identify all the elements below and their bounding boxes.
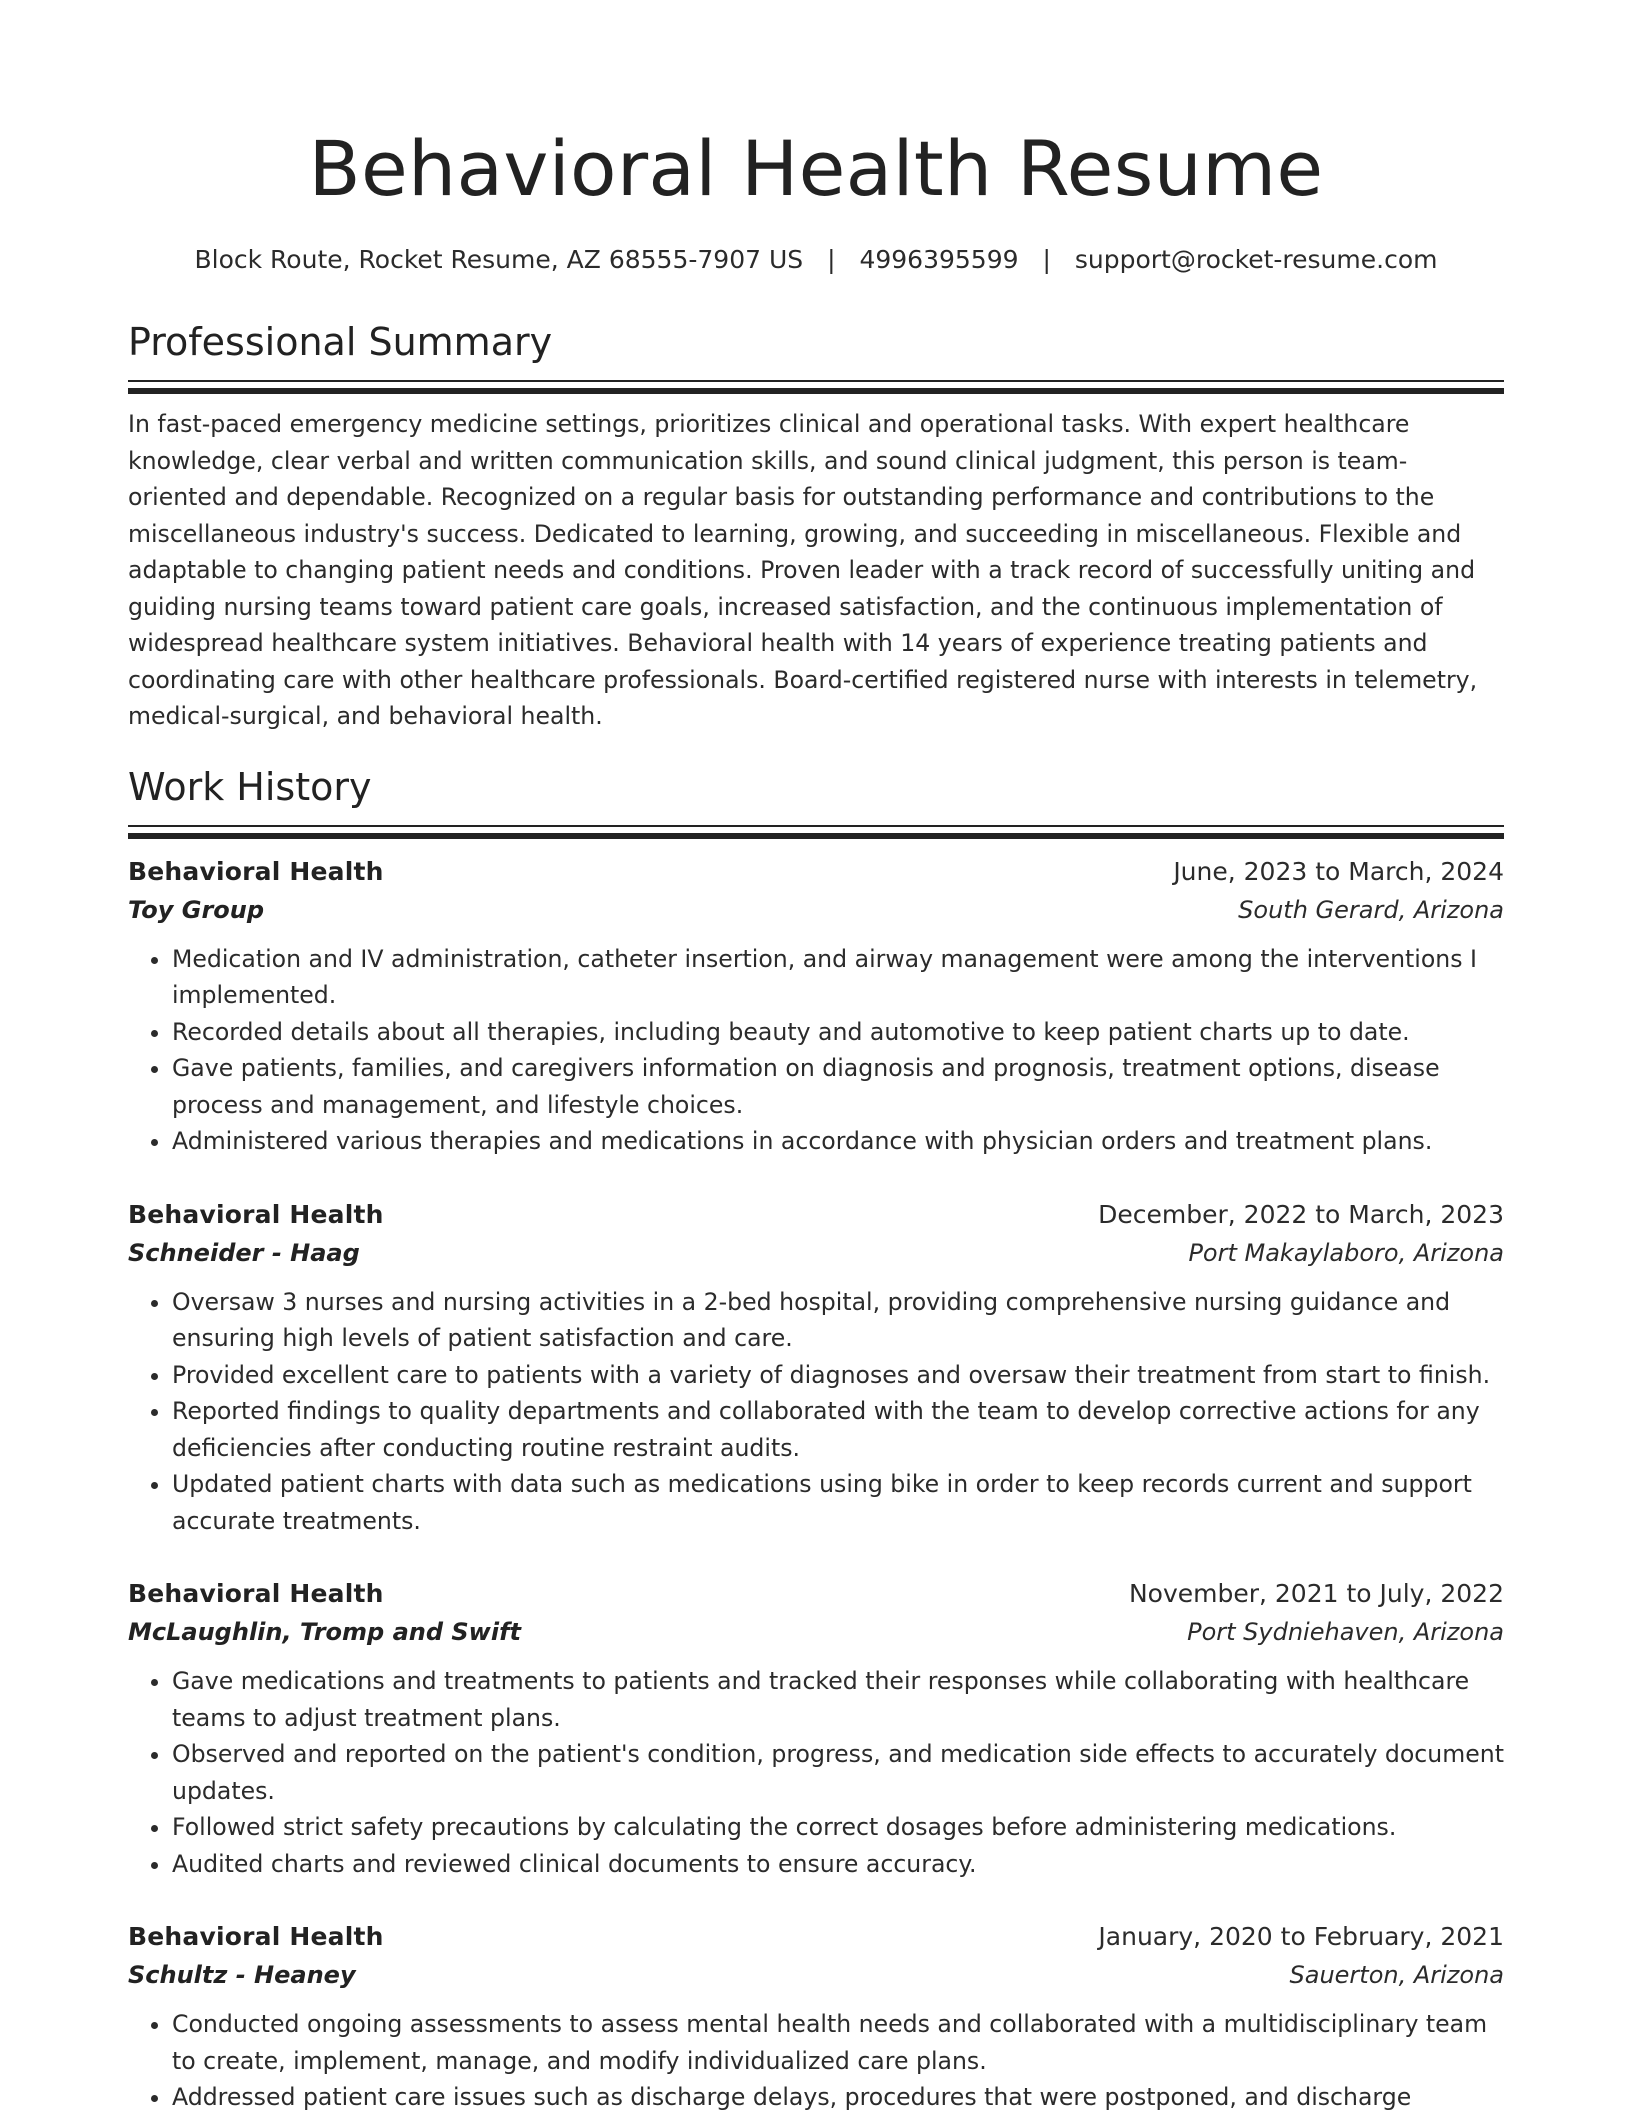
job-bullets — [128, 1284, 1504, 1540]
section-divider — [128, 380, 1504, 392]
job-bullet: • Gave patients, families, and caregivers information on diagnosis and prognosis, treatment options, disease process and management, and lifestyle choices. — [172, 1050, 1504, 1123]
job-bullet: • Administered various therapies and medications in accordance with physician orders and treatment plans. — [172, 1123, 1504, 1160]
contact-separator: | — [1042, 245, 1051, 274]
job-bullet: • Oversaw 3 nurses and nursing activities in a 2-bed hospital, providing comprehensive nursing guidance and ensuring high levels of patient satisfaction and care. — [172, 1284, 1504, 1357]
job-bullet: • Followed strict safety precautions by calculating the correct dosages before administering medications. — [172, 1809, 1504, 1846]
job-subheader — [128, 1956, 1504, 1994]
job-company: Schneider - Haag — [128, 1238, 360, 1267]
job-bullet: • Medication and IV administration, catheter insertion, and airway management were among the interventions I implemented. — [172, 941, 1504, 1014]
job-bullets — [128, 941, 1504, 1160]
job-location: Port Sydniehaven, Arizona — [1187, 1618, 1504, 1646]
job-dates: November, 2021 to July, 2022 — [1128, 1579, 1504, 1608]
job-title: Behavioral Health — [128, 1922, 384, 1951]
resume-content — [128, 118, 1504, 2112]
job-subheader — [128, 1234, 1504, 1272]
job-header — [128, 1575, 1504, 1613]
job-location: Port Makaylaboro, Arizona — [1188, 1238, 1504, 1267]
section-title-work-history: Work History — [128, 764, 372, 809]
job-header — [128, 853, 1504, 891]
job-bullets — [128, 1663, 1504, 1882]
summary-text: In fast-paced emergency medicine settings, prioritizes clinical and operational tasks. With expert healthcare knowledge, clear verbal and written communication skills, and sound clinical judgment, this person is team-oriented and dependable. Recognized on a regular basis for outstanding performance and contributions to the miscellaneous industry's success. Dedicated to learning, growing, and succeeding in miscellaneous. Flexible and adaptable to changing patient needs and conditions. Proven leader with a track record of successfully uniting and guiding nursing teams toward patient care goals, increased satisfaction, and the continuous implementation of widespread healthcare system initiatives. Behavioral health with 14 years of experience treating patients and coordinating care with other healthcare professionals. Board-certified registered nurse with interests in telemetry, medical-surgical, and behavioral health. — [128, 410, 1478, 730]
job-location: South Gerard, Arizona — [1238, 895, 1504, 924]
job-header — [128, 1196, 1504, 1234]
job-title: Behavioral Health — [128, 856, 384, 886]
professional-summary-section — [128, 316, 1504, 735]
job-dates: January, 2020 to February, 2021 — [1098, 1922, 1504, 1951]
job-entry — [128, 1196, 1504, 1540]
job-bullet: • Addressed patient care issues such as discharge delays, procedures that were postponed, and discharge — [172, 2079, 1504, 2112]
job-bullet: • Reported findings to quality departments and collaborated with the team to develop corrective actions for any deficiencies after conducting routine restraint audits. — [172, 1393, 1504, 1466]
contact-separator: | — [827, 245, 836, 274]
job-location: Sauerton, Arizona — [1289, 1961, 1504, 1989]
job-bullet: • Recorded details about all therapies, including beauty and automotive to keep patient charts up to date. — [172, 1014, 1504, 1051]
job-bullet: • Gave medications and treatments to patients and tracked their responses while collaborating with healthcare teams to adjust treatment plans. — [172, 1663, 1504, 1736]
contact-address: Block Route, Rocket Resume, AZ 68555-7907 US — [194, 245, 804, 274]
job-header — [128, 1918, 1504, 1956]
job-company: Schultz - Heaney — [128, 1961, 356, 1989]
job-subheader — [128, 1613, 1504, 1651]
section-title-summary: Professional Summary — [128, 320, 553, 364]
job-bullet: • Provided excellent care to patients with a variety of diagnoses and oversaw their treatment from start to finish. — [172, 1357, 1504, 1394]
section-divider — [128, 825, 1504, 837]
job-dates: June, 2023 to March, 2024 — [1173, 856, 1504, 886]
job-dates: December, 2022 to March, 2023 — [1098, 1199, 1504, 1229]
contact-phone: 4996395599 — [859, 245, 1019, 274]
resume-title: Behavioral Health Resume — [308, 124, 1324, 213]
job-entry — [128, 1918, 1504, 2112]
contact-line — [128, 242, 1504, 278]
job-company: Toy Group — [128, 895, 265, 924]
job-subheader — [128, 891, 1504, 929]
job-title: Behavioral Health — [128, 1199, 384, 1229]
job-entry — [128, 1575, 1504, 1882]
job-bullet: • Audited charts and reviewed clinical documents to ensure accuracy. — [172, 1846, 1504, 1883]
job-company: McLaughlin, Tromp and Swift — [128, 1618, 521, 1646]
work-history-section — [128, 761, 1504, 2112]
job-bullet: • Observed and reported on the patient's condition, progress, and medication side effects to accurately document updates. — [172, 1736, 1504, 1809]
job-entry — [128, 853, 1504, 1160]
job-bullet: • Conducted ongoing assessments to assess mental health needs and collaborated with a multidisciplinary team to create, implement, manage, and modify individualized care plans. — [172, 2006, 1504, 2079]
contact-email: support@rocket-resume.com — [1074, 245, 1438, 274]
job-bullet: • Updated patient charts with data such as medications using bike in order to keep records current and support accurate treatments. — [172, 1466, 1504, 1539]
job-title: Behavioral Health — [128, 1579, 384, 1608]
job-bullets — [128, 2006, 1504, 2112]
